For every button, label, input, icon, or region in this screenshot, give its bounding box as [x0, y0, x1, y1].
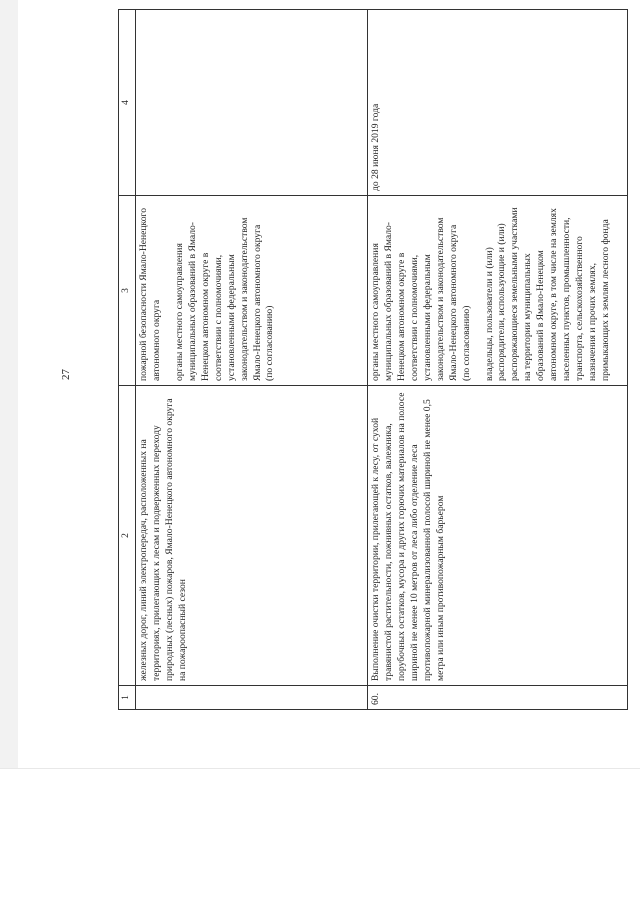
header-col-3: 3 [119, 196, 136, 386]
row-number-cell [136, 686, 368, 710]
plan-table [118, 9, 628, 710]
deadline-cell: до 28 июня 2019 года [368, 10, 628, 196]
activity-cell: железных дорог, линий электропередач, расположенных на территориях, прилегающих к лесам и подверженных переходу природных (лесных) пожаров, Ямало-Ненецкого автономного округа на пожароопасный сезон [136, 386, 368, 686]
responsible-text: владельцы, пользователи и (или) распорядители, использующие и (или) распоряжающиеся земельными участками на территории муниципальных образований в Ямало-Ненецком автономном округе, в том числе на землях населенных пунктов, промышленности, транспорта, сельскохозяйственного назначения и прочих землях, примыкающих к землям лесного фонда [483, 207, 611, 381]
activity-cell: Выполнение очистки территории, прилегающей к лесу, от сухой травянистой растительности, пожнивных остатков, валежника, порубочных остатков, мусора и других горючих материалов на полосе шириной не менее 10 метров от леса либо отделение леса противопожарной минерализованной полосой шириной не менее 0,5 метра или иным противопожарным барьером [368, 386, 628, 686]
table-row [368, 10, 628, 710]
responsible-note: (по согласованию) [460, 305, 472, 381]
responsible-text: органы местного самоуправления муниципальных образований в Ямало-Ненецком автономном округе в соответствии с полномочиями, установленными федеральным законодательством и законодательством Ямало-Ненецкого автономного округа [370, 217, 459, 381]
header-col-2: 2 [119, 386, 136, 686]
scan-background [0, 768, 640, 906]
document-page [20, 0, 640, 768]
header-col-4: 4 [119, 10, 136, 196]
row-number-cell: 60. [368, 686, 628, 710]
table-header-row [119, 10, 136, 710]
responsible-note: (по согласованию) [264, 305, 276, 381]
plan-table-rotated [118, 10, 628, 710]
deadline-cell [136, 10, 368, 196]
responsible-cell [368, 196, 628, 386]
responsible-cell [136, 196, 368, 386]
plan-table-container [118, 10, 628, 710]
page-number: 27 [60, 369, 72, 380]
header-col-1: 1 [119, 686, 136, 710]
responsible-text: органы местного самоуправления муниципальных образований в Ямало-Ненецком автономном округе в соответствии с полномочиями, установленными федеральным законодательством и законодательством Ямало-Ненецкого автономного округа [173, 217, 263, 381]
table-row [136, 10, 368, 710]
responsible-text: пожарной безопасности Ямало-Ненецкого автономного округа [138, 207, 162, 381]
